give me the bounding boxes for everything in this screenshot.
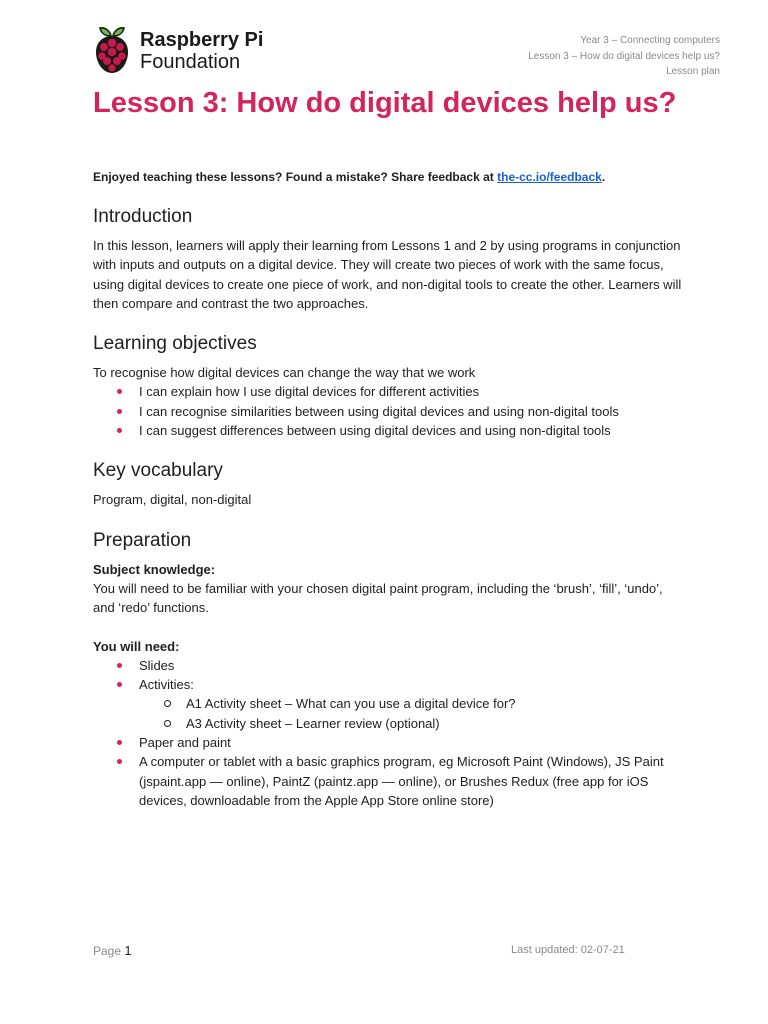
materials-list — [93, 656, 683, 810]
introduction-body: In this lesson, learners will apply their learning from Lessons 1 and 2 by using programs in conjunction with inputs and outputs on a digital device. They will create two pieces of work with the same focus, using digital devices to create one piece of work, and non-digital tools to create the other. Learners will then compare and contrast the two approaches. — [93, 238, 682, 311]
material-item-paper: Paper and paint — [139, 733, 683, 752]
vocabulary-section — [93, 458, 683, 509]
page-number-value: 1 — [124, 943, 132, 958]
logo-subname: Foundation — [140, 50, 241, 73]
objectives-section — [93, 331, 683, 440]
you-will-need-label: You will need: — [93, 638, 180, 654]
document-breadcrumb — [528, 33, 720, 80]
objectives-heading: Learning objectives — [93, 333, 257, 355]
objectives-list — [93, 382, 683, 440]
last-updated: Last updated: 02-07-21 — [511, 944, 625, 956]
spacer — [93, 618, 683, 637]
feedback-end: . — [601, 170, 606, 184]
page-title: Lesson 3: How do digital devices help us? — [93, 87, 677, 119]
objectives-lead: To recognise how digital devices can change the way that we work — [93, 365, 476, 381]
feedback-link[interactable]: the-cc.io/feedback — [497, 170, 602, 184]
activity-item: A1 Activity sheet – What can you use a digital device for? — [186, 694, 683, 713]
vocabulary-body: Program, digital, non-digital — [93, 492, 252, 508]
introduction-heading: Introduction — [93, 206, 193, 227]
activities-label: Activities: — [139, 677, 194, 693]
objective-item: I can recognise similarities between using digital devices and using non-digital tools — [139, 402, 683, 421]
objective-item: I can suggest differences between using digital devices and using non-digital tools — [139, 421, 683, 440]
logo-name: Raspberry Pi — [140, 28, 264, 51]
raspberry-icon — [93, 25, 131, 76]
page-number — [93, 943, 132, 958]
preparation-section — [93, 528, 683, 811]
subject-knowledge-label: Subject knowledge: — [93, 561, 216, 577]
feedback-line — [93, 170, 605, 184]
preparation-heading: Preparation — [93, 529, 192, 551]
breadcrumb-doc-type: Lesson plan — [666, 66, 720, 77]
feedback-text: Enjoyed teaching these lessons? Found a mistake? Share feedback at — [93, 170, 498, 184]
objective-item: I can explain how I use digital devices for different activities — [139, 382, 683, 401]
introduction-section — [93, 204, 683, 313]
breadcrumb-course: Year 3 – Connecting computers — [580, 35, 720, 46]
material-item-slides: Slides — [139, 656, 683, 675]
subject-knowledge-body: You will need to be familiar with your chosen digital paint program, including the ‘brush’, ‘fill’, ‘undo’, and ‘redo’ functions. — [93, 580, 663, 616]
document-body — [93, 204, 683, 828]
material-item-computer: A computer or tablet with a basic graphics program, eg Microsoft Paint (Windows), JS Paint (jspaint.app — online), PaintZ (paintz.app — online), or Brushes Redux (free app for iOS devices, downloadable from the Apple App Store online store) — [139, 752, 683, 810]
activity-item: A3 Activity sheet – Learner review (optional) — [186, 714, 683, 733]
raspberry-pi-logo — [93, 25, 263, 76]
activities-sublist — [139, 694, 683, 733]
breadcrumb-lesson: Lesson 3 – How do digital devices help us? — [528, 50, 720, 62]
page-label: Page — [93, 944, 125, 958]
vocabulary-heading: Key vocabulary — [93, 460, 223, 482]
material-item-activities — [139, 675, 683, 733]
